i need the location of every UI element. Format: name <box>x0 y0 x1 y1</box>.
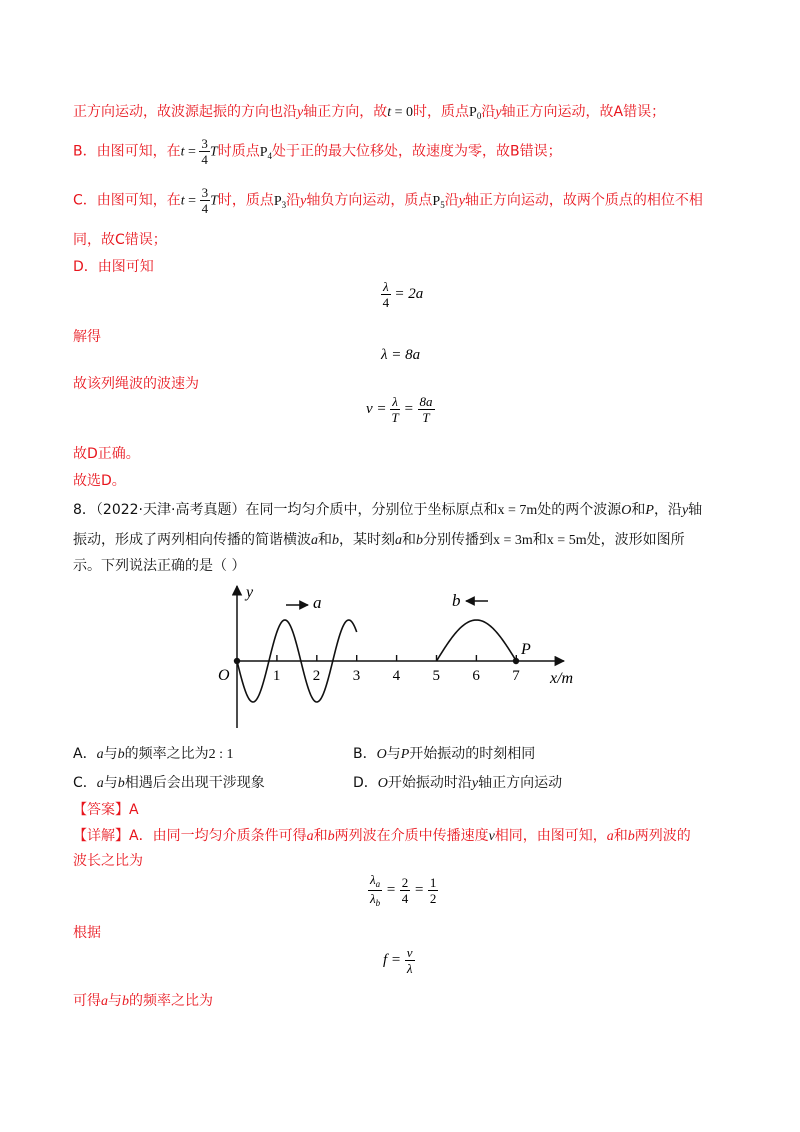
source-o-dot <box>234 658 240 664</box>
eq-sign: = <box>184 144 200 160</box>
var-O: O <box>377 776 388 791</box>
var-b: b <box>117 776 125 791</box>
q8-text-c: 和 <box>631 502 646 518</box>
var-a: a <box>96 747 104 762</box>
x-tick-label: 5 <box>432 668 440 684</box>
fraction-3-4 <box>200 186 211 215</box>
wave-a-label: a <box>313 593 322 612</box>
p-letter: P <box>259 144 268 160</box>
question-source: （2022·天津·高考真题） <box>95 502 246 518</box>
line2-text-b: 时质点 <box>217 143 260 160</box>
text-line-10: 根据 <box>73 925 101 941</box>
option-text: 开始振动的时刻相同 <box>409 746 536 762</box>
var-T: T <box>210 193 218 209</box>
frac-den: 4 <box>382 295 390 310</box>
frac-num: 3 <box>201 185 209 200</box>
eq-sign: = <box>399 400 418 417</box>
p-letter: P <box>469 105 477 120</box>
lambda: λ <box>370 872 376 887</box>
formula-velocity <box>366 395 435 424</box>
frac-den: 4 <box>201 152 208 167</box>
point-p-label: P <box>521 641 531 658</box>
line1-text-d: 沿 <box>481 104 496 120</box>
q8-text-l: 处，波形如图所 <box>586 532 685 548</box>
option-b[interactable] <box>353 743 535 763</box>
text-line-11 <box>73 990 213 1010</box>
fraction <box>381 280 391 309</box>
frac-num: v <box>406 945 413 960</box>
p-letter: P <box>432 193 441 209</box>
ratio: 2 : 1 <box>208 747 234 762</box>
var-a: a <box>306 829 314 844</box>
line3-text-f: 轴正方向运动，故两个质点的相位不相 <box>464 192 703 209</box>
var-b: b <box>327 829 335 844</box>
text-line-3 <box>73 186 703 219</box>
x-tick-label: 3 <box>352 668 361 684</box>
text-line-4: 同，故C错误； <box>73 232 167 248</box>
option-text: 与 <box>103 746 118 762</box>
formula-lhs: f = <box>383 951 405 968</box>
option-text: 相遇后会出现干涉现象 <box>124 775 265 791</box>
p-sub: 3 <box>281 199 287 210</box>
line2-text-a: B．由图可知，在 <box>73 143 181 160</box>
x-ticks <box>273 655 520 684</box>
wave-figure <box>212 580 592 730</box>
formula-lambda-quarter <box>381 280 423 309</box>
question-number: 8． <box>73 502 96 518</box>
point-p3 <box>274 194 286 209</box>
frac-num: 8a <box>419 394 433 409</box>
var-P: P <box>645 503 654 518</box>
detail-text-b: 和 <box>313 828 328 844</box>
x-tick-label: 1 <box>272 668 281 684</box>
q8-text-j: 分别传播到 <box>423 532 493 548</box>
var-a: a <box>96 776 104 791</box>
line11-text-c: 的频率之比为 <box>129 993 213 1009</box>
var-y: y <box>297 105 304 120</box>
var-O: O <box>621 503 632 518</box>
fraction-2 <box>418 395 435 424</box>
option-text: 开始振动时沿 <box>387 775 472 791</box>
pos-x7: x = 7m <box>497 503 538 518</box>
formula-lhs: v = <box>366 400 391 417</box>
origin-label: O <box>218 667 230 684</box>
fraction-3-4 <box>199 137 210 166</box>
frac-den: 4 <box>201 201 209 216</box>
line3-text-b: 时，质点 <box>217 192 274 209</box>
frac-num: 2 <box>401 875 409 890</box>
x-tick-label: 4 <box>392 668 401 684</box>
formula-lambda: λ = 8a <box>381 347 421 363</box>
wave-b-curve <box>437 620 517 661</box>
line3-text-e: 沿 <box>444 192 459 209</box>
x-axis-label: x/m <box>550 670 574 687</box>
var-t: t <box>180 144 185 160</box>
text-line-9: 故选D。 <box>73 473 126 489</box>
var-a: a <box>311 533 318 548</box>
frac-num: 3 <box>201 136 208 151</box>
var-t: t <box>387 105 392 120</box>
line3-text-d: 轴负方向运动，质点 <box>306 192 433 209</box>
p-sub: 5 <box>440 199 445 210</box>
detail-line-2: 波长之比为 <box>73 853 143 869</box>
eq-sign: = <box>410 881 428 898</box>
var-a: a <box>395 533 402 548</box>
var-O: O <box>376 747 387 762</box>
option-c[interactable] <box>73 772 265 792</box>
var-b: b <box>416 533 423 548</box>
var-y: y <box>300 193 307 209</box>
var-b: b <box>117 747 125 762</box>
text-line-1 <box>73 101 665 121</box>
point-p4 <box>260 145 272 160</box>
frac-den: λ <box>406 961 413 976</box>
text-line-7: 故该列绳波的波速为 <box>73 376 199 392</box>
x-tick-label: 6 <box>472 668 480 684</box>
lambda: λ <box>370 891 376 906</box>
detail-tag: 【详解】 <box>73 828 129 844</box>
var-P: P <box>400 747 410 762</box>
q8-text-d: ，沿 <box>653 502 682 518</box>
option-letter: D． <box>353 775 378 791</box>
var-a: a <box>606 829 614 844</box>
var-t: t <box>180 193 185 209</box>
pos-x5: x = 5m <box>546 533 587 548</box>
frac-num: 1 <box>429 875 437 890</box>
point-p5 <box>432 194 444 209</box>
formula-rhs: = 2a <box>390 285 424 302</box>
p-sub: 4 <box>267 150 272 161</box>
formula-frequency <box>383 946 415 975</box>
frac-den <box>368 891 382 908</box>
option-text: 与 <box>386 746 401 762</box>
var-b: b <box>627 829 635 844</box>
q8-text-g: 和 <box>318 532 332 548</box>
var-v: v <box>488 829 495 844</box>
var-b: b <box>122 994 129 1009</box>
line11-text-a: 可得 <box>73 993 101 1009</box>
var-y: y <box>471 776 479 791</box>
option-letter: A． <box>73 746 97 762</box>
option-d[interactable] <box>353 772 562 792</box>
sub-b: b <box>375 898 381 908</box>
frac-num: λ <box>392 394 398 409</box>
fraction-1 <box>390 395 400 424</box>
line11-text-b: 与 <box>108 993 122 1009</box>
formula-wavelength-ratio <box>368 873 438 908</box>
q8-text-i: 和 <box>402 532 416 548</box>
var-y: y <box>458 193 465 209</box>
detail-text-d: 相同，由图可知， <box>494 828 607 844</box>
detail-text-c: 两列波在介质中传播速度 <box>334 828 489 844</box>
p-sub: 0 <box>476 111 482 121</box>
wave-b-label: b <box>452 591 461 610</box>
q8-text-h: ，某时刻 <box>339 532 395 548</box>
source-p-dot <box>513 658 519 664</box>
option-text: 与 <box>103 775 118 791</box>
detail-line-1 <box>73 825 691 845</box>
fraction-1-2 <box>428 876 439 905</box>
line1-text-c: 时，质点 <box>413 104 470 120</box>
var-y: y <box>681 503 689 518</box>
frac-num: λ <box>383 279 389 294</box>
detail-text-a: A．由同一均匀介质条件可得 <box>129 828 307 844</box>
q8-text-b: 处的两个波源 <box>537 502 622 518</box>
line1-text-b: 轴正方向，故 <box>303 104 388 120</box>
frac-den: T <box>422 410 430 425</box>
q8-text-a: 在同一均匀介质中，分别位于坐标原点和 <box>245 502 498 518</box>
option-letter: B． <box>353 746 377 762</box>
var-T: T <box>209 144 218 160</box>
text-line-5: D．由图可知 <box>73 259 154 275</box>
frac-den: T <box>391 410 399 425</box>
frac-num <box>368 873 382 891</box>
frac-den: 4 <box>401 891 409 906</box>
option-text: 轴正方向运动 <box>478 775 563 791</box>
text-line-6: 解得 <box>73 329 101 345</box>
x-tick-label: 7 <box>512 668 520 684</box>
answer-line: 【答案】A <box>73 802 139 818</box>
option-text: 的频率之比为 <box>124 746 209 762</box>
p-letter: P <box>273 193 282 209</box>
line3-text-a: C．由图可知，在 <box>73 192 181 209</box>
pos-x3: x = 3m <box>493 533 533 548</box>
x-tick-label: 2 <box>312 668 321 684</box>
line2-text-c: 处于正的最大位移处，故速度为零，故B错误； <box>272 143 562 160</box>
point-p0 <box>469 105 481 120</box>
line1-text-e: 轴正方向运动，故A错误； <box>501 104 666 120</box>
eq-zero: = 0 <box>391 105 414 120</box>
question-8-line-1 <box>73 499 702 519</box>
text-line-8: 故D正确。 <box>73 446 140 462</box>
eq-sign: = <box>184 193 200 209</box>
line3-text-c: 沿 <box>286 192 301 209</box>
line1-text-a: 正方向运动，故波源起振的方向也沿 <box>73 104 297 120</box>
sub-a: a <box>375 879 381 889</box>
eq-sign: = <box>382 881 400 898</box>
q8-text-e: 轴 <box>688 502 703 518</box>
question-8-line-2 <box>73 529 685 549</box>
var-y: y <box>495 105 502 120</box>
fraction-2-4 <box>400 876 411 905</box>
y-axis-label: y <box>246 584 254 601</box>
fraction-lambda <box>368 873 382 908</box>
detail-text-f: 两列波的 <box>634 828 691 844</box>
option-a[interactable] <box>73 743 233 763</box>
var-a: a <box>101 994 108 1009</box>
question-8-line-3: 示。下列说法正确的是（ ） <box>73 558 246 574</box>
q8-text-f: 振动，形成了两列相向传播的简谐横波 <box>73 532 311 548</box>
detail-text-e: 和 <box>613 828 628 844</box>
q8-text-k: 和 <box>532 532 547 548</box>
var-b: b <box>332 533 339 548</box>
fraction <box>405 946 415 975</box>
frac-den: 2 <box>429 891 437 906</box>
text-line-2 <box>73 137 562 170</box>
option-letter: C． <box>73 775 97 791</box>
